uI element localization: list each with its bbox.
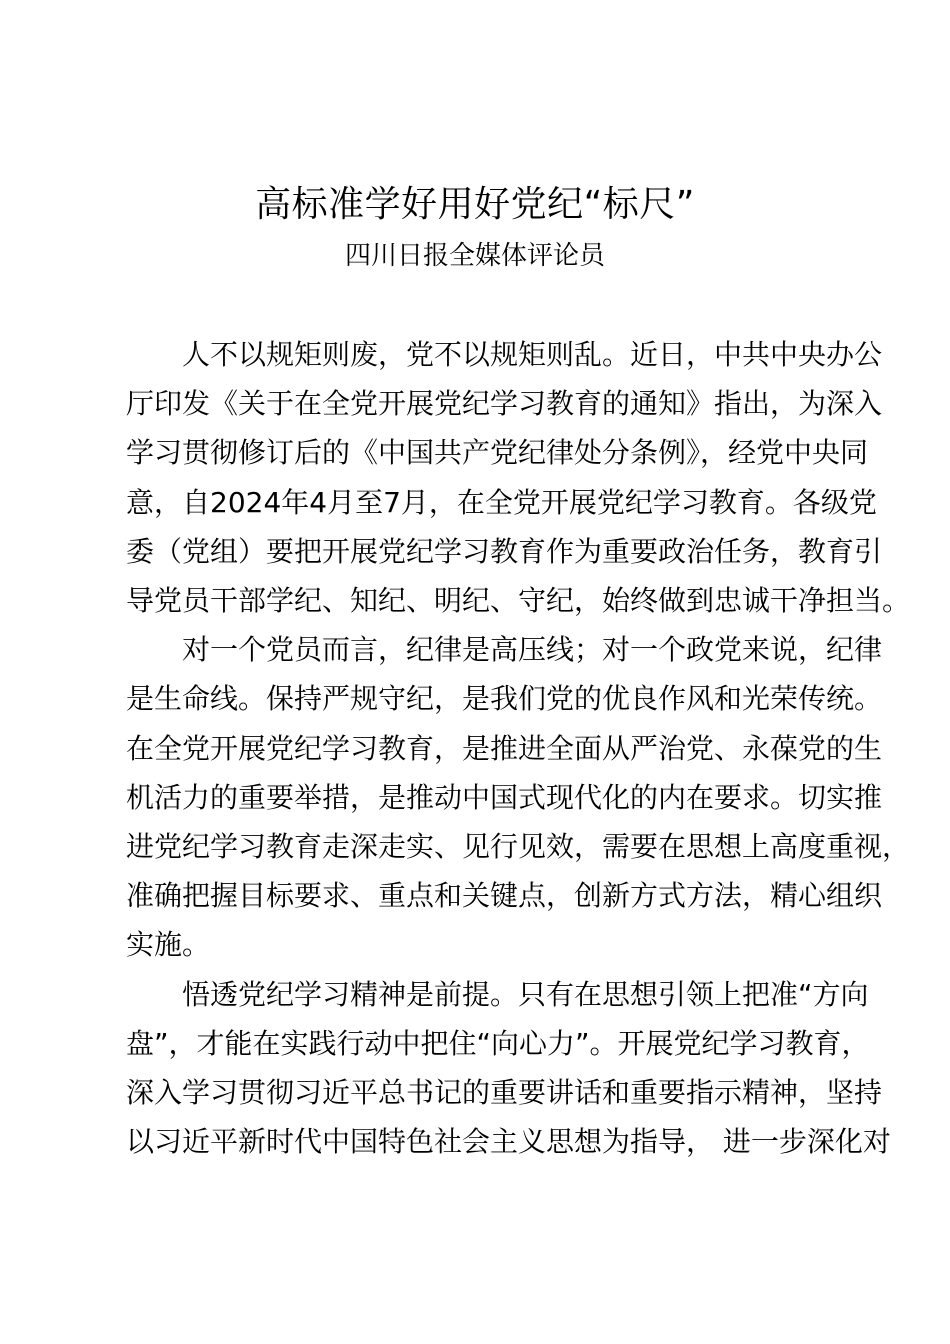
document-body [126, 330, 911, 1166]
text-line: 人不以规矩则废，党不以规矩则乱。近日，中共中央办公 [182, 338, 883, 371]
text-line: 学习贯彻修订后的《中国共产党纪律处分条例》，经党中央同 [126, 436, 869, 470]
text-line: 悟透党纪学习精神是前提。只有在思想引领上把准“方向 [182, 977, 869, 1011]
text-line: 进党纪学习教育走深走实、见行见效，需要在思想上高度重视， [126, 830, 911, 864]
text-line: 深入学习贯彻习近平总书记的重要讲话和重要指示精神，坚持 [126, 1076, 883, 1110]
text-line: 准确把握目标要求、重点和关键点，创新方式方法，精心组织 [126, 879, 883, 913]
paragraph-2 [126, 625, 911, 969]
text-line: 以习近平新时代中国特色社会主义思想为指导， 进一步深化对 [126, 1125, 891, 1159]
paragraph-3 [126, 970, 891, 1167]
text-line: 委（党组）要把开展党纪学习教育作为重要政治任务，教育引 [126, 534, 883, 568]
text-line: 导党员干部学纪、知纪、明纪、守纪，始终做到忠诚干净担当。 [126, 584, 911, 618]
text-line: 对一个党员而言，纪律是高压线；对一个政党来说，纪律 [182, 633, 883, 667]
text-line: 实施。 [126, 928, 211, 962]
document-byline: 四川日报全媒体评论员 [344, 241, 605, 271]
text-line: 意，自2024年4月至7月，在全党开展党纪学习教育。各级党 [126, 485, 877, 519]
paragraph-1 [126, 330, 911, 625]
text-line: 在全党开展党纪学习教育，是推进全面从严治党、永葆党的生 [126, 731, 883, 765]
text-line: 机活力的重要举措，是推动中国式现代化的内在要求。切实推 [126, 780, 883, 814]
document-title: 高标准学好用好党纪“标尺” [255, 184, 695, 225]
text-line: 是生命线。保持严规守纪，是我们党的优良作风和光荣传统。 [126, 682, 883, 716]
text-line: 盘”，才能在实践行动中把住“向心力”。开展党纪学习教育， [126, 1026, 870, 1060]
text-line: 厅印发《关于在全党开展党纪学习教育的通知》指出，为深入 [126, 387, 883, 421]
